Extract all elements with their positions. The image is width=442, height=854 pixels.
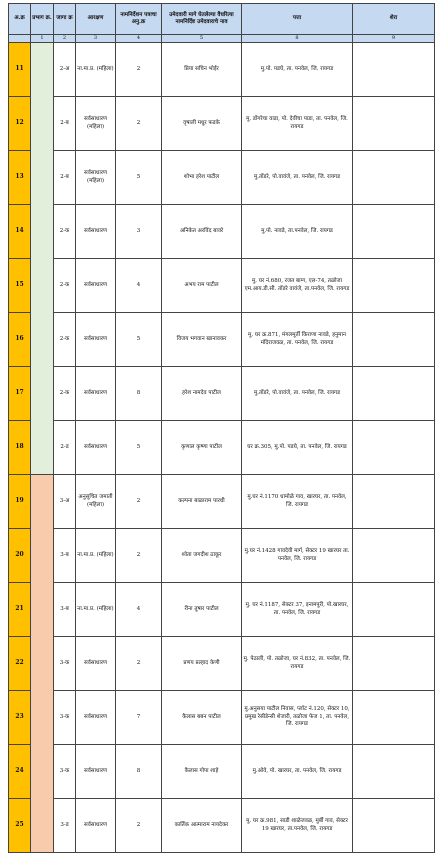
proposer-sr-cell: 4 [116, 259, 162, 313]
name-cell: कृणाल कृष्णा पाटील [162, 421, 242, 475]
table-row [9, 583, 435, 637]
name-cell: कल्पना बाळाराम पारधी [162, 475, 242, 529]
header-reservation: आरक्षण [76, 4, 116, 35]
seat-cell: 2-क [54, 313, 76, 367]
serial-cell: 12 [9, 97, 31, 151]
proposer-sr-cell: 3 [116, 205, 162, 259]
serial-cell: 14 [9, 205, 31, 259]
header-candidate: उमेदवारी मागे घेतलेल्या वैधरित्या नामनिर्दिष्ट उमेदवाराचे नाव [162, 4, 242, 35]
serial-cell: 15 [9, 259, 31, 313]
reservation-cell: ना.मा.प्र. (महिला) [76, 43, 116, 97]
name-cell: प्रिया सचिन भोईर [162, 43, 242, 97]
seat-cell: 2-ड [54, 421, 76, 475]
header-ward: प्रभाग क्र. [31, 4, 54, 35]
reservation-cell: ना.मा.प्र. (महिला) [76, 583, 116, 637]
reservation-cell: सर्वसाधारण [76, 745, 116, 799]
reservation-cell: सर्वसाधारण [76, 205, 116, 259]
header-address: पत्ता [242, 4, 353, 35]
proposer-sr-cell: 8 [116, 367, 162, 421]
table-row [9, 799, 435, 853]
serial-cell: 18 [9, 421, 31, 475]
table-row [9, 475, 435, 529]
serial-cell: 11 [9, 43, 31, 97]
proposer-sr-cell: 4 [116, 583, 162, 637]
address-cell: मु. घर नं.1187, सेक्टर 37, इनामपुरी, पो.खारघर, ता. पनवेल, जि. रायगड [242, 583, 353, 637]
table-row [9, 637, 435, 691]
reservation-cell: अनुसूचित जमाती (महिला) [76, 475, 116, 529]
colnum-serial [9, 35, 31, 43]
seat-cell: 2-अ [54, 43, 76, 97]
remark-cell [353, 421, 435, 475]
seat-cell: 3-क [54, 691, 76, 745]
remark-cell [353, 529, 435, 583]
colnum-candidate: 5 [162, 35, 242, 43]
proposer-sr-cell: 7 [116, 691, 162, 745]
table-row [9, 151, 435, 205]
remark-cell [353, 583, 435, 637]
proposer-sr-cell: 5 [116, 313, 162, 367]
name-cell: अभय राम पाटील [162, 259, 242, 313]
remark-cell [353, 799, 435, 853]
remark-cell [353, 745, 435, 799]
name-cell: हरेश नामदेव पाटील [162, 367, 242, 421]
table-row [9, 421, 435, 475]
header-remark: शेरा [353, 4, 435, 35]
address-cell: मु. घर क्र.981, साडी शाळेजवळ, मुर्बी गाव, सेक्टर 19 खारघर, ता.पनवेल, जि. रायगड [242, 799, 353, 853]
serial-cell: 24 [9, 745, 31, 799]
name-cell: कैलास गोपा शाहे [162, 745, 242, 799]
remark-cell [353, 151, 435, 205]
name-cell: अनिकेत अरविंद बावरे [162, 205, 242, 259]
address-cell: मु.तोंडरे, पो.वावंजे, ता. पनवेल, जि. रायगड [242, 151, 353, 205]
remark-cell [353, 637, 435, 691]
name-cell: शोभा हरेश पाटील [162, 151, 242, 205]
address-cell: मु.पो. नावडे, ता.पनवेल, जि. रायगड [242, 205, 353, 259]
address-cell: मु.घर नं.1170 धामोळे गाव, खारघर, ता. पनवेल, जि. रायगड [242, 475, 353, 529]
remark-cell [353, 97, 435, 151]
seat-cell: 2-क [54, 205, 76, 259]
address-cell: मु.घर नं.1428 गावदेवी मार्ग, सेक्टर 19 खारघर ता. पनवेल, जि. रायगड [242, 529, 353, 583]
address-cell: मु.तोंडरे, पो.वावंजे, ता. पनवेल, जि. रायगड [242, 367, 353, 421]
table-row [9, 691, 435, 745]
remark-cell [353, 313, 435, 367]
reservation-cell: सर्वसाधारण (महिला) [76, 151, 116, 205]
proposer-sr-cell: 2 [116, 799, 162, 853]
table-row [9, 367, 435, 421]
seat-cell: 3-अ [54, 475, 76, 529]
name-cell: विजय भगवान खानावकर [162, 313, 242, 367]
seat-cell: 2-क [54, 367, 76, 421]
ward-cell [31, 43, 54, 475]
name-cell: वृषाली मधुर फडके [162, 97, 242, 151]
table-row [9, 259, 435, 313]
serial-cell: 22 [9, 637, 31, 691]
serial-cell: 13 [9, 151, 31, 205]
header-seat: जागा क्र [54, 4, 76, 35]
proposer-sr-cell: 2 [116, 43, 162, 97]
proposer-sr-cell: 5 [116, 421, 162, 475]
address-cell: घर क्र.305, मु.पो. पडघे, ता. पनवेल, जि. रायगड [242, 421, 353, 475]
colnum-proposer-sr: 4 [116, 35, 162, 43]
ward-cell [31, 475, 54, 853]
serial-cell: 23 [9, 691, 31, 745]
reservation-cell: सर्वसाधारण [76, 259, 116, 313]
reservation-cell: सर्वसाधारण (महिला) [76, 97, 116, 151]
candidate-withdrawal-table [8, 3, 435, 853]
seat-cell: 3-क [54, 745, 76, 799]
address-cell: मु. डोंगरेचा वाडा, पो. देवीचा पाडा, ता. पनवेल, जि. रायगड [242, 97, 353, 151]
remark-cell [353, 691, 435, 745]
proposer-sr-cell: 8 [116, 745, 162, 799]
colnum-address: 8 [242, 35, 353, 43]
header-row [9, 4, 435, 35]
proposer-sr-cell: 2 [116, 475, 162, 529]
header-serial: अ.क्र [9, 4, 31, 35]
colnum-remark: 9 [353, 35, 435, 43]
serial-cell: 25 [9, 799, 31, 853]
remark-cell [353, 205, 435, 259]
colnum-ward: 1 [31, 35, 54, 43]
reservation-cell: सर्वसाधारण [76, 313, 116, 367]
serial-cell: 19 [9, 475, 31, 529]
address-cell: मु. पेठाली, पो. तळोजा, घर नं.832, ता. पनवेल, जि. रायगड [242, 637, 353, 691]
remark-cell [353, 475, 435, 529]
reservation-cell: सर्वसाधारण [76, 799, 116, 853]
reservation-cell: सर्वसाधारण [76, 637, 116, 691]
name-cell: कैलास बबन पाटील [162, 691, 242, 745]
remark-cell [353, 367, 435, 421]
serial-cell: 20 [9, 529, 31, 583]
name-cell: श्वेता जगदीश ठाकूर [162, 529, 242, 583]
table-row [9, 745, 435, 799]
table-row [9, 313, 435, 367]
seat-cell: 3-क [54, 637, 76, 691]
proposer-sr-cell: 2 [116, 637, 162, 691]
name-cell: रीना तुषार पाटील [162, 583, 242, 637]
proposer-sr-cell: 2 [116, 97, 162, 151]
table-row [9, 97, 435, 151]
reservation-cell: सर्वसाधारण [76, 421, 116, 475]
remark-cell [353, 259, 435, 313]
address-cell: मु.अनुसया पाटील निवास, प्लॉट नं.120, सेक्टर 10, प्रमुख रेसीडेन्सी शेजारी, तळोजा फेज 1, ता. पनवेल, जि. रायगड [242, 691, 353, 745]
colnum-reservation: 3 [76, 35, 116, 43]
seat-cell: 3-ब [54, 529, 76, 583]
table-row [9, 205, 435, 259]
seat-cell: 3-ड [54, 799, 76, 853]
serial-cell: 21 [9, 583, 31, 637]
remark-cell [353, 43, 435, 97]
name-cell: कार्तिक आत्माराम नायदेकर [162, 799, 242, 853]
seat-cell: 3-ब [54, 583, 76, 637]
address-cell: मु. घर क्र.871, मंगलमूर्ती किराणा नावडे, हनुमान मंदिराजवळ, ता. पनवेल, जि. रायगड [242, 313, 353, 367]
reservation-cell: ना.मा.प्र. (महिला) [76, 529, 116, 583]
address-cell: मु.पो. पडघे, ता. पनवेल, जि. रायगड [242, 43, 353, 97]
serial-cell: 17 [9, 367, 31, 421]
proposer-sr-cell: 5 [116, 151, 162, 205]
reservation-cell: सर्वसाधारण [76, 367, 116, 421]
header-proposer-sr: नामनिर्देशन पत्राचा अनु.क्र [116, 4, 162, 35]
table-row [9, 43, 435, 97]
address-cell: मु. घर नं.680, रजत बाग्ग, एल-74, तळोजा एम.आय.डी.सी. तोंडरे वावंजे, ता.पनवेल, जि. रायगड [242, 259, 353, 313]
serial-cell: 16 [9, 313, 31, 367]
table-row [9, 529, 435, 583]
seat-cell: 2-क [54, 259, 76, 313]
reservation-cell: सर्वसाधारण [76, 691, 116, 745]
proposer-sr-cell: 2 [116, 529, 162, 583]
address-cell: मु.ओवे, पो. खारघर, ता. पनवेल, जि. रायगड [242, 745, 353, 799]
seat-cell: 2-ब [54, 151, 76, 205]
seat-cell: 2-ब [54, 97, 76, 151]
colnum-seat: 2 [54, 35, 76, 43]
name-cell: प्रणय प्रल्हाद केणी [162, 637, 242, 691]
column-number-row [9, 35, 435, 43]
